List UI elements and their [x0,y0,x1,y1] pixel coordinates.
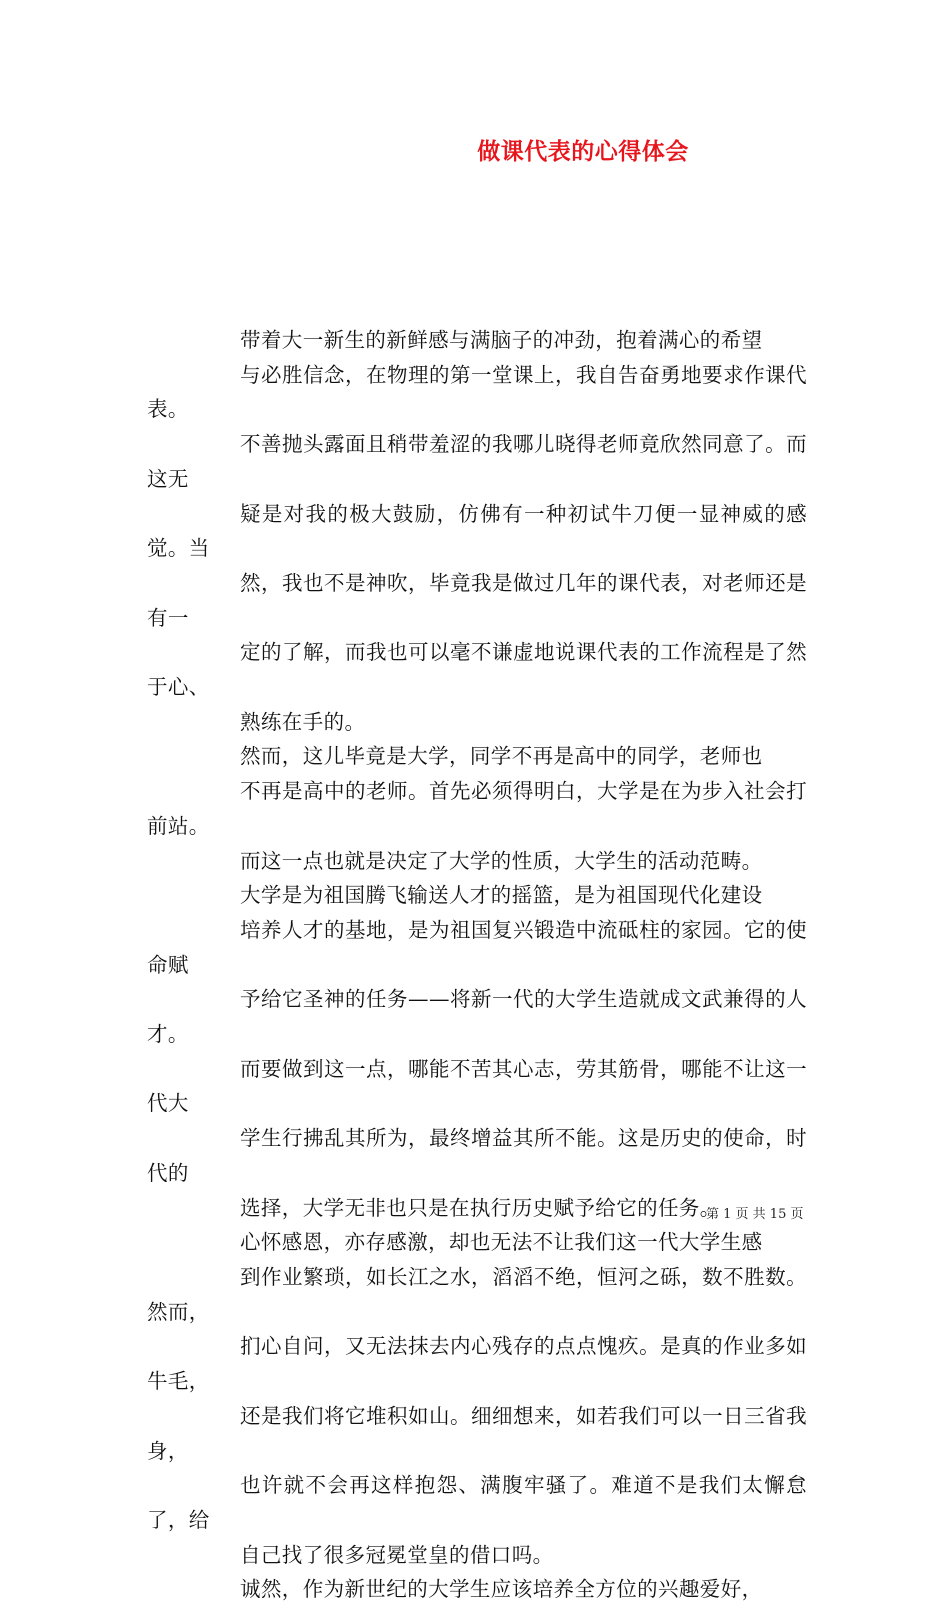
text-line: 自己找了很多冠冕堂皇的借口吗。 [240,1542,554,1567]
document-title: 做课代表的心得体会 [477,138,689,165]
text-line: 定的了解，而我也可以毫不谦虚地说课代表的工作流程是了然于心、 [147,640,807,700]
paragraph-3 [147,878,807,1225]
text-line: 然，我也不是神吹，毕竟我是做过几年的课代表，对老师还是有一 [147,570,807,630]
paragraph-2 [147,739,807,878]
text-line: 不再是高中的老师。首先必须得明白，大学是在为步入社会打前站。 [147,779,807,838]
text-line: 诚然，作为新世纪的大学生应该培养全方位的兴趣爱好， [240,1577,763,1602]
text-line: 熟练在手的。 [240,709,366,734]
text-line: 也许就不会再这样抱怨、满腹牢骚了。难道不是我们太懈怠了，给 [147,1473,807,1532]
document-body [147,323,807,1607]
page-number-footer: 第 1 页 共 15 页 [706,1207,804,1222]
text-line: 疑是对我的极大鼓励，仿佛有一种初试牛刀便一显神威的感觉。当 [147,501,807,561]
text-line: 大学是为祖国腾飞输送人才的摇篮，是为祖国现代化建设 [240,883,763,908]
text-line: 不善抛头露面且稍带羞涩的我哪儿晓得老师竟欣然同意了。而这无 [147,432,807,491]
text-line: 带着大一新生的新鲜感与满脑子的冲劲，抱着满心的希望 [240,328,763,352]
text-line: 扪心自问，又无法抹去内心残存的点点愧疚。是真的作业多如牛毛， [147,1334,807,1394]
paragraph-5 [147,1572,807,1607]
text-line: 还是我们将它堆积如山。细细想来，如若我们可以一日三省我身， [147,1403,807,1463]
paragraph-4 [147,1225,807,1572]
text-line: 与必胜信念，在物理的第一堂课上，我自告奋勇地要求作课代表。 [147,362,807,422]
text-line: 学生行拂乱其所为，最终增益其所不能。这是历史的使命，时代的 [147,1126,807,1185]
text-line: 予给它圣神的任务——将新一代的大学生造就成文武兼得的人才。 [147,987,807,1047]
text-line: 培养人才的基地，是为祖国复兴锻造中流砥柱的家园。它的使命赋 [147,917,807,977]
text-line: 到作业繁琐，如长江之水，滔滔不绝，恒河之砾，数不胜数。然而， [147,1264,807,1324]
text-line: 而要做到这一点，哪能不苦其心志，劳其筋骨，哪能不让这一代大 [147,1056,807,1116]
text-line: 心怀感恩，亦存感激，却也无法不让我们这一代大学生感 [240,1230,763,1255]
text-line: 而这一点也就是决定了大学的性质，大学生的活动范畴。 [240,848,763,873]
text-line: 选择，大学无非也只是在执行历史赋予给它的任务。 [240,1195,721,1220]
paragraph-1 [147,323,807,739]
text-line: 然而，这儿毕竟是大学，同学不再是高中的同学，老师也 [240,744,763,769]
